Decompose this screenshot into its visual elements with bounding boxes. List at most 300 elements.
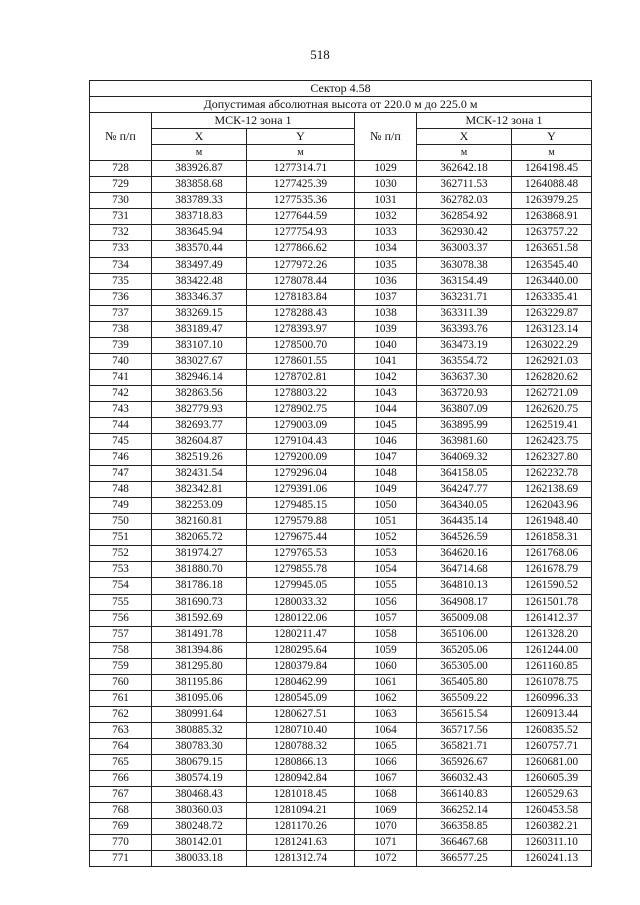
- x-coordinate-right: 366252.14: [417, 803, 512, 819]
- x-coordinate-right: 364340.05: [417, 498, 512, 514]
- point-number-right: 1068: [355, 787, 417, 803]
- table-row: [90, 514, 592, 530]
- x-coordinate-right: 363554.72: [417, 353, 512, 369]
- y-coordinate-left: 1280545.09: [247, 690, 355, 706]
- x-coordinate-right: 363807.09: [417, 401, 512, 417]
- x-coordinate-left: 383858.68: [152, 177, 247, 193]
- point-number-left: 729: [90, 177, 152, 193]
- y-coordinate-right: 1261858.31: [512, 530, 592, 546]
- table-row: [90, 369, 592, 385]
- x-coordinate-left: 382604.87: [152, 434, 247, 450]
- point-number-left: 735: [90, 273, 152, 289]
- point-number-right: 1048: [355, 466, 417, 482]
- x-coordinate-left: 380783.30: [152, 738, 247, 754]
- table-row: [90, 530, 592, 546]
- y-coordinate-right: 1260382.21: [512, 819, 592, 835]
- y-coordinate-right: 1261328.20: [512, 626, 592, 642]
- y-unit-left: м: [247, 145, 355, 161]
- y-coordinate-left: 1279200.09: [247, 450, 355, 466]
- x-coordinate-right: 365405.80: [417, 674, 512, 690]
- y-coordinate-right: 1263545.40: [512, 257, 592, 273]
- y-coordinate-left: 1281241.63: [247, 835, 355, 851]
- point-number-left: 749: [90, 498, 152, 514]
- y-coordinate-left: 1277314.71: [247, 161, 355, 177]
- y-coordinate-right: 1262232.78: [512, 466, 592, 482]
- y-coordinate-right: 1261501.78: [512, 594, 592, 610]
- y-coordinate-right: 1261078.75: [512, 674, 592, 690]
- point-number-left: 767: [90, 787, 152, 803]
- index-header-right: № п/п: [355, 113, 417, 161]
- point-number-right: 1062: [355, 690, 417, 706]
- y-coordinate-right: 1263335.41: [512, 289, 592, 305]
- x-coordinate-left: 382946.14: [152, 369, 247, 385]
- y-coordinate-left: 1278500.70: [247, 337, 355, 353]
- table-row: [90, 851, 592, 867]
- x-coordinate-right: 363393.76: [417, 321, 512, 337]
- point-number-left: 768: [90, 803, 152, 819]
- point-number-left: 757: [90, 626, 152, 642]
- x-coordinate-left: 382253.09: [152, 498, 247, 514]
- table-row: [90, 434, 592, 450]
- x-coordinate-right: 363311.39: [417, 305, 512, 321]
- x-coordinate-right: 363720.93: [417, 385, 512, 401]
- x-coordinate-left: 383189.47: [152, 321, 247, 337]
- table-row: [90, 498, 592, 514]
- y-coordinate-right: 1263440.00: [512, 273, 592, 289]
- x-coordinate-right: 366467.68: [417, 835, 512, 851]
- point-number-left: 736: [90, 289, 152, 305]
- table-row: [90, 835, 592, 851]
- x-coordinate-left: 380991.64: [152, 706, 247, 722]
- x-coordinate-right: 364714.68: [417, 562, 512, 578]
- y-coordinate-right: 1263979.25: [512, 193, 592, 209]
- x-coordinate-right: 363078.38: [417, 257, 512, 273]
- x-coordinate-right: 362930.42: [417, 225, 512, 241]
- x-coordinate-right: 364158.05: [417, 466, 512, 482]
- table-row: [90, 193, 592, 209]
- point-number-left: 746: [90, 450, 152, 466]
- table-row: [90, 482, 592, 498]
- x-coordinate-left: 383497.49: [152, 257, 247, 273]
- point-number-right: 1046: [355, 434, 417, 450]
- y-coordinate-right: 1262327.80: [512, 450, 592, 466]
- point-number-right: 1042: [355, 369, 417, 385]
- point-number-right: 1061: [355, 674, 417, 690]
- point-number-left: 755: [90, 594, 152, 610]
- x-coordinate-left: 382342.81: [152, 482, 247, 498]
- y-coordinate-left: 1278902.75: [247, 401, 355, 417]
- point-number-right: 1029: [355, 161, 417, 177]
- point-number-left: 741: [90, 369, 152, 385]
- x-coordinate-left: 383027.67: [152, 353, 247, 369]
- point-number-right: 1039: [355, 321, 417, 337]
- point-number-left: 737: [90, 305, 152, 321]
- y-coordinate-right: 1263868.91: [512, 209, 592, 225]
- x-coordinate-right: 365205.06: [417, 642, 512, 658]
- table-row: [90, 771, 592, 787]
- x-coordinate-left: 382431.54: [152, 466, 247, 482]
- x-coordinate-right: 364526.59: [417, 530, 512, 546]
- y-coordinate-left: 1277754.93: [247, 225, 355, 241]
- y-coordinate-left: 1280379.84: [247, 658, 355, 674]
- x-header-left: X: [152, 129, 247, 145]
- x-coordinate-left: 381095.06: [152, 690, 247, 706]
- x-coordinate-right: 364810.13: [417, 578, 512, 594]
- table-row: [90, 738, 592, 754]
- y-coordinate-left: 1280866.13: [247, 754, 355, 770]
- point-number-right: 1035: [355, 257, 417, 273]
- y-coordinate-left: 1281094.21: [247, 803, 355, 819]
- point-number-left: 747: [90, 466, 152, 482]
- x-coordinate-left: 380142.01: [152, 835, 247, 851]
- table-row: [90, 610, 592, 626]
- x-coordinate-left: 383570.44: [152, 241, 247, 257]
- y-coordinate-left: 1281170.26: [247, 819, 355, 835]
- x-coordinate-right: 364069.32: [417, 450, 512, 466]
- y-coordinate-left: 1279675.44: [247, 530, 355, 546]
- table-row: [90, 706, 592, 722]
- x-coordinate-right: 363637.30: [417, 369, 512, 385]
- table-row: [90, 754, 592, 770]
- y-coordinate-right: 1263123.14: [512, 321, 592, 337]
- table-row: [90, 401, 592, 417]
- y-coordinate-right: 1262921.03: [512, 353, 592, 369]
- point-number-right: 1067: [355, 771, 417, 787]
- y-coordinate-right: 1262138.69: [512, 482, 592, 498]
- table-row: [90, 626, 592, 642]
- x-coordinate-left: 381394.86: [152, 642, 247, 658]
- index-header-left: № п/п: [90, 113, 152, 161]
- point-number-left: 730: [90, 193, 152, 209]
- y-coordinate-left: 1279296.04: [247, 466, 355, 482]
- point-number-right: 1072: [355, 851, 417, 867]
- table-row: [90, 177, 592, 193]
- y-coordinate-left: 1278601.55: [247, 353, 355, 369]
- y-coordinate-right: 1263651.58: [512, 241, 592, 257]
- point-number-right: 1059: [355, 642, 417, 658]
- y-coordinate-left: 1277972.26: [247, 257, 355, 273]
- x-coordinate-left: 380885.32: [152, 722, 247, 738]
- x-coordinate-left: 383269.15: [152, 305, 247, 321]
- altitude-caption: Допустимая абсолютная высота от 220.0 м до 225.0 м: [90, 97, 592, 113]
- point-number-right: 1034: [355, 241, 417, 257]
- x-coordinate-left: 382693.77: [152, 417, 247, 433]
- x-coordinate-right: 362642.18: [417, 161, 512, 177]
- x-coordinate-right: 366358.85: [417, 819, 512, 835]
- point-number-left: 750: [90, 514, 152, 530]
- x-coordinate-left: 383346.37: [152, 289, 247, 305]
- x-coordinate-left: 382065.72: [152, 530, 247, 546]
- y-header-left: Y: [247, 129, 355, 145]
- x-coordinate-right: 362782.03: [417, 193, 512, 209]
- point-number-right: 1045: [355, 417, 417, 433]
- x-coordinate-right: 365926.67: [417, 754, 512, 770]
- coordinates-body: [90, 161, 592, 867]
- x-coordinate-right: 366032.43: [417, 771, 512, 787]
- y-coordinate-left: 1279003.09: [247, 417, 355, 433]
- y-coordinate-right: 1260241.13: [512, 851, 592, 867]
- x-coordinate-left: 381592.69: [152, 610, 247, 626]
- x-coordinate-right: 365509.22: [417, 690, 512, 706]
- coordinates-table: [89, 80, 592, 867]
- y-coordinate-left: 1280462.99: [247, 674, 355, 690]
- point-number-left: 770: [90, 835, 152, 851]
- point-number-right: 1064: [355, 722, 417, 738]
- table-row: [90, 241, 592, 257]
- point-number-left: 769: [90, 819, 152, 835]
- y-coordinate-left: 1280033.32: [247, 594, 355, 610]
- table-row: [90, 722, 592, 738]
- x-coordinate-left: 382779.93: [152, 401, 247, 417]
- y-coordinate-right: 1264088.48: [512, 177, 592, 193]
- table-row: [90, 642, 592, 658]
- y-coordinate-left: 1279945.05: [247, 578, 355, 594]
- table-row: [90, 819, 592, 835]
- y-coordinate-left: 1277866.62: [247, 241, 355, 257]
- y-coordinate-left: 1278183.84: [247, 289, 355, 305]
- y-coordinate-right: 1260453.58: [512, 803, 592, 819]
- point-number-left: 761: [90, 690, 152, 706]
- x-coordinate-left: 381786.18: [152, 578, 247, 594]
- y-coordinate-left: 1278393.97: [247, 321, 355, 337]
- x-coordinate-right: 363231.71: [417, 289, 512, 305]
- y-coordinate-right: 1261590.52: [512, 578, 592, 594]
- table-row: [90, 337, 592, 353]
- x-coordinate-left: 380679.15: [152, 754, 247, 770]
- y-coordinate-right: 1261678.79: [512, 562, 592, 578]
- table-row: [90, 674, 592, 690]
- y-coordinate-right: 1261948.40: [512, 514, 592, 530]
- table-row: [90, 803, 592, 819]
- x-coordinate-left: 380360.03: [152, 803, 247, 819]
- y-coordinate-left: 1281018.45: [247, 787, 355, 803]
- y-coordinate-right: 1263229.87: [512, 305, 592, 321]
- point-number-left: 771: [90, 851, 152, 867]
- table-row: [90, 305, 592, 321]
- point-number-left: 760: [90, 674, 152, 690]
- y-coordinate-left: 1279391.06: [247, 482, 355, 498]
- y-coordinate-left: 1279104.43: [247, 434, 355, 450]
- x-coordinate-left: 383926.87: [152, 161, 247, 177]
- y-coordinate-right: 1262423.75: [512, 434, 592, 450]
- x-coordinate-left: 381195.86: [152, 674, 247, 690]
- point-number-left: 763: [90, 722, 152, 738]
- point-number-left: 742: [90, 385, 152, 401]
- point-number-left: 748: [90, 482, 152, 498]
- y-coordinate-left: 1280211.47: [247, 626, 355, 642]
- x-coordinate-right: 364620.16: [417, 546, 512, 562]
- y-coordinate-right: 1262519.41: [512, 417, 592, 433]
- point-number-right: 1052: [355, 530, 417, 546]
- point-number-right: 1058: [355, 626, 417, 642]
- point-number-right: 1038: [355, 305, 417, 321]
- y-coordinate-right: 1261244.00: [512, 642, 592, 658]
- point-number-right: 1056: [355, 594, 417, 610]
- y-coordinate-left: 1280295.64: [247, 642, 355, 658]
- y-coordinate-left: 1277644.59: [247, 209, 355, 225]
- point-number-right: 1030: [355, 177, 417, 193]
- table-row: [90, 658, 592, 674]
- y-coordinate-right: 1260529.63: [512, 787, 592, 803]
- table-row: [90, 578, 592, 594]
- point-number-left: 766: [90, 771, 152, 787]
- point-number-left: 734: [90, 257, 152, 273]
- point-number-left: 731: [90, 209, 152, 225]
- x-coordinate-right: 366140.83: [417, 787, 512, 803]
- x-coordinate-right: 363003.37: [417, 241, 512, 257]
- table-row: [90, 321, 592, 337]
- x-coordinate-left: 383718.83: [152, 209, 247, 225]
- x-coordinate-right: 364908.17: [417, 594, 512, 610]
- x-coordinate-right: 363473.19: [417, 337, 512, 353]
- y-coordinate-left: 1280710.40: [247, 722, 355, 738]
- x-coordinate-right: 362854.92: [417, 209, 512, 225]
- y-coordinate-right: 1260913.44: [512, 706, 592, 722]
- y-coordinate-left: 1280788.32: [247, 738, 355, 754]
- point-number-left: 733: [90, 241, 152, 257]
- point-number-right: 1060: [355, 658, 417, 674]
- table-row: [90, 161, 592, 177]
- x-coordinate-left: 381491.78: [152, 626, 247, 642]
- point-number-right: 1033: [355, 225, 417, 241]
- table-row: [90, 787, 592, 803]
- y-coordinate-right: 1261160.85: [512, 658, 592, 674]
- table-row: [90, 385, 592, 401]
- y-coordinate-right: 1260311.10: [512, 835, 592, 851]
- point-number-right: 1065: [355, 738, 417, 754]
- y-coordinate-right: 1263757.22: [512, 225, 592, 241]
- point-number-left: 753: [90, 562, 152, 578]
- x-coordinate-left: 381295.80: [152, 658, 247, 674]
- y-coordinate-left: 1279855.78: [247, 562, 355, 578]
- point-number-left: 738: [90, 321, 152, 337]
- x-coordinate-left: 380033.18: [152, 851, 247, 867]
- y-coordinate-left: 1279765.53: [247, 546, 355, 562]
- y-header-right: Y: [512, 129, 592, 145]
- table-row: [90, 289, 592, 305]
- y-coordinate-left: 1280122.06: [247, 610, 355, 626]
- y-coordinate-right: 1264198.45: [512, 161, 592, 177]
- x-coordinate-right: 365305.00: [417, 658, 512, 674]
- x-coordinate-right: 365717.56: [417, 722, 512, 738]
- y-coordinate-right: 1261412.37: [512, 610, 592, 626]
- y-coordinate-left: 1278078.44: [247, 273, 355, 289]
- point-number-left: 728: [90, 161, 152, 177]
- y-coordinate-left: 1279485.15: [247, 498, 355, 514]
- coordinate-system-left: МСК-12 зона 1: [152, 113, 355, 129]
- point-number-right: 1071: [355, 835, 417, 851]
- x-coordinate-left: 383645.94: [152, 225, 247, 241]
- x-coordinate-left: 383422.48: [152, 273, 247, 289]
- point-number-right: 1070: [355, 819, 417, 835]
- y-coordinate-left: 1277535.36: [247, 193, 355, 209]
- y-coordinate-left: 1281312.74: [247, 851, 355, 867]
- point-number-right: 1041: [355, 353, 417, 369]
- y-coordinate-left: 1278288.43: [247, 305, 355, 321]
- y-coordinate-right: 1262043.96: [512, 498, 592, 514]
- x-coordinate-right: 365615.54: [417, 706, 512, 722]
- x-coordinate-right: 365106.00: [417, 626, 512, 642]
- x-coordinate-left: 382519.26: [152, 450, 247, 466]
- x-coordinate-left: 381880.70: [152, 562, 247, 578]
- y-coordinate-right: 1263022.29: [512, 337, 592, 353]
- point-number-right: 1032: [355, 209, 417, 225]
- y-coordinate-left: 1278702.81: [247, 369, 355, 385]
- table-row: [90, 257, 592, 273]
- point-number-left: 756: [90, 610, 152, 626]
- sector-title: Сектор 4.58: [90, 81, 592, 97]
- point-number-right: 1037: [355, 289, 417, 305]
- table-row: [90, 690, 592, 706]
- table-row: [90, 450, 592, 466]
- x-coordinate-right: 363981.60: [417, 434, 512, 450]
- x-coordinate-left: 381690.73: [152, 594, 247, 610]
- x-coordinate-right: 366577.25: [417, 851, 512, 867]
- table-row: [90, 594, 592, 610]
- point-number-right: 1036: [355, 273, 417, 289]
- point-number-right: 1051: [355, 514, 417, 530]
- x-coordinate-left: 380574.19: [152, 771, 247, 787]
- point-number-left: 740: [90, 353, 152, 369]
- point-number-left: 739: [90, 337, 152, 353]
- x-coordinate-right: 365821.71: [417, 738, 512, 754]
- point-number-right: 1049: [355, 482, 417, 498]
- page-number: 518: [310, 47, 330, 62]
- y-coordinate-left: 1280627.51: [247, 706, 355, 722]
- x-coordinate-right: 363154.49: [417, 273, 512, 289]
- point-number-right: 1050: [355, 498, 417, 514]
- point-number-right: 1040: [355, 337, 417, 353]
- table-row: [90, 562, 592, 578]
- y-coordinate-right: 1262820.62: [512, 369, 592, 385]
- x-coordinate-left: 382160.81: [152, 514, 247, 530]
- table-row: [90, 417, 592, 433]
- x-coordinate-right: 364247.77: [417, 482, 512, 498]
- point-number-left: 754: [90, 578, 152, 594]
- table-row: [90, 466, 592, 482]
- y-coordinate-right: 1260996.33: [512, 690, 592, 706]
- x-coordinate-left: 380248.72: [152, 819, 247, 835]
- point-number-right: 1043: [355, 385, 417, 401]
- point-number-right: 1031: [355, 193, 417, 209]
- y-unit-right: м: [512, 145, 592, 161]
- point-number-left: 764: [90, 738, 152, 754]
- x-coordinate-left: 382863.56: [152, 385, 247, 401]
- y-coordinate-left: 1278803.22: [247, 385, 355, 401]
- point-number-right: 1053: [355, 546, 417, 562]
- point-number-right: 1069: [355, 803, 417, 819]
- y-coordinate-right: 1260681.00: [512, 754, 592, 770]
- y-coordinate-left: 1280942.84: [247, 771, 355, 787]
- point-number-left: 744: [90, 417, 152, 433]
- y-coordinate-right: 1260835.52: [512, 722, 592, 738]
- point-number-right: 1047: [355, 450, 417, 466]
- point-number-left: 732: [90, 225, 152, 241]
- table-row: [90, 546, 592, 562]
- y-coordinate-left: 1279579.88: [247, 514, 355, 530]
- point-number-left: 762: [90, 706, 152, 722]
- x-unit-right: м: [417, 145, 512, 161]
- table-row: [90, 209, 592, 225]
- y-coordinate-right: 1260757.71: [512, 738, 592, 754]
- point-number-left: 743: [90, 401, 152, 417]
- point-number-right: 1054: [355, 562, 417, 578]
- point-number-left: 752: [90, 546, 152, 562]
- y-coordinate-right: 1260605.39: [512, 771, 592, 787]
- coordinate-system-right: МСК-12 зона 1: [417, 113, 592, 129]
- point-number-left: 745: [90, 434, 152, 450]
- point-number-right: 1055: [355, 578, 417, 594]
